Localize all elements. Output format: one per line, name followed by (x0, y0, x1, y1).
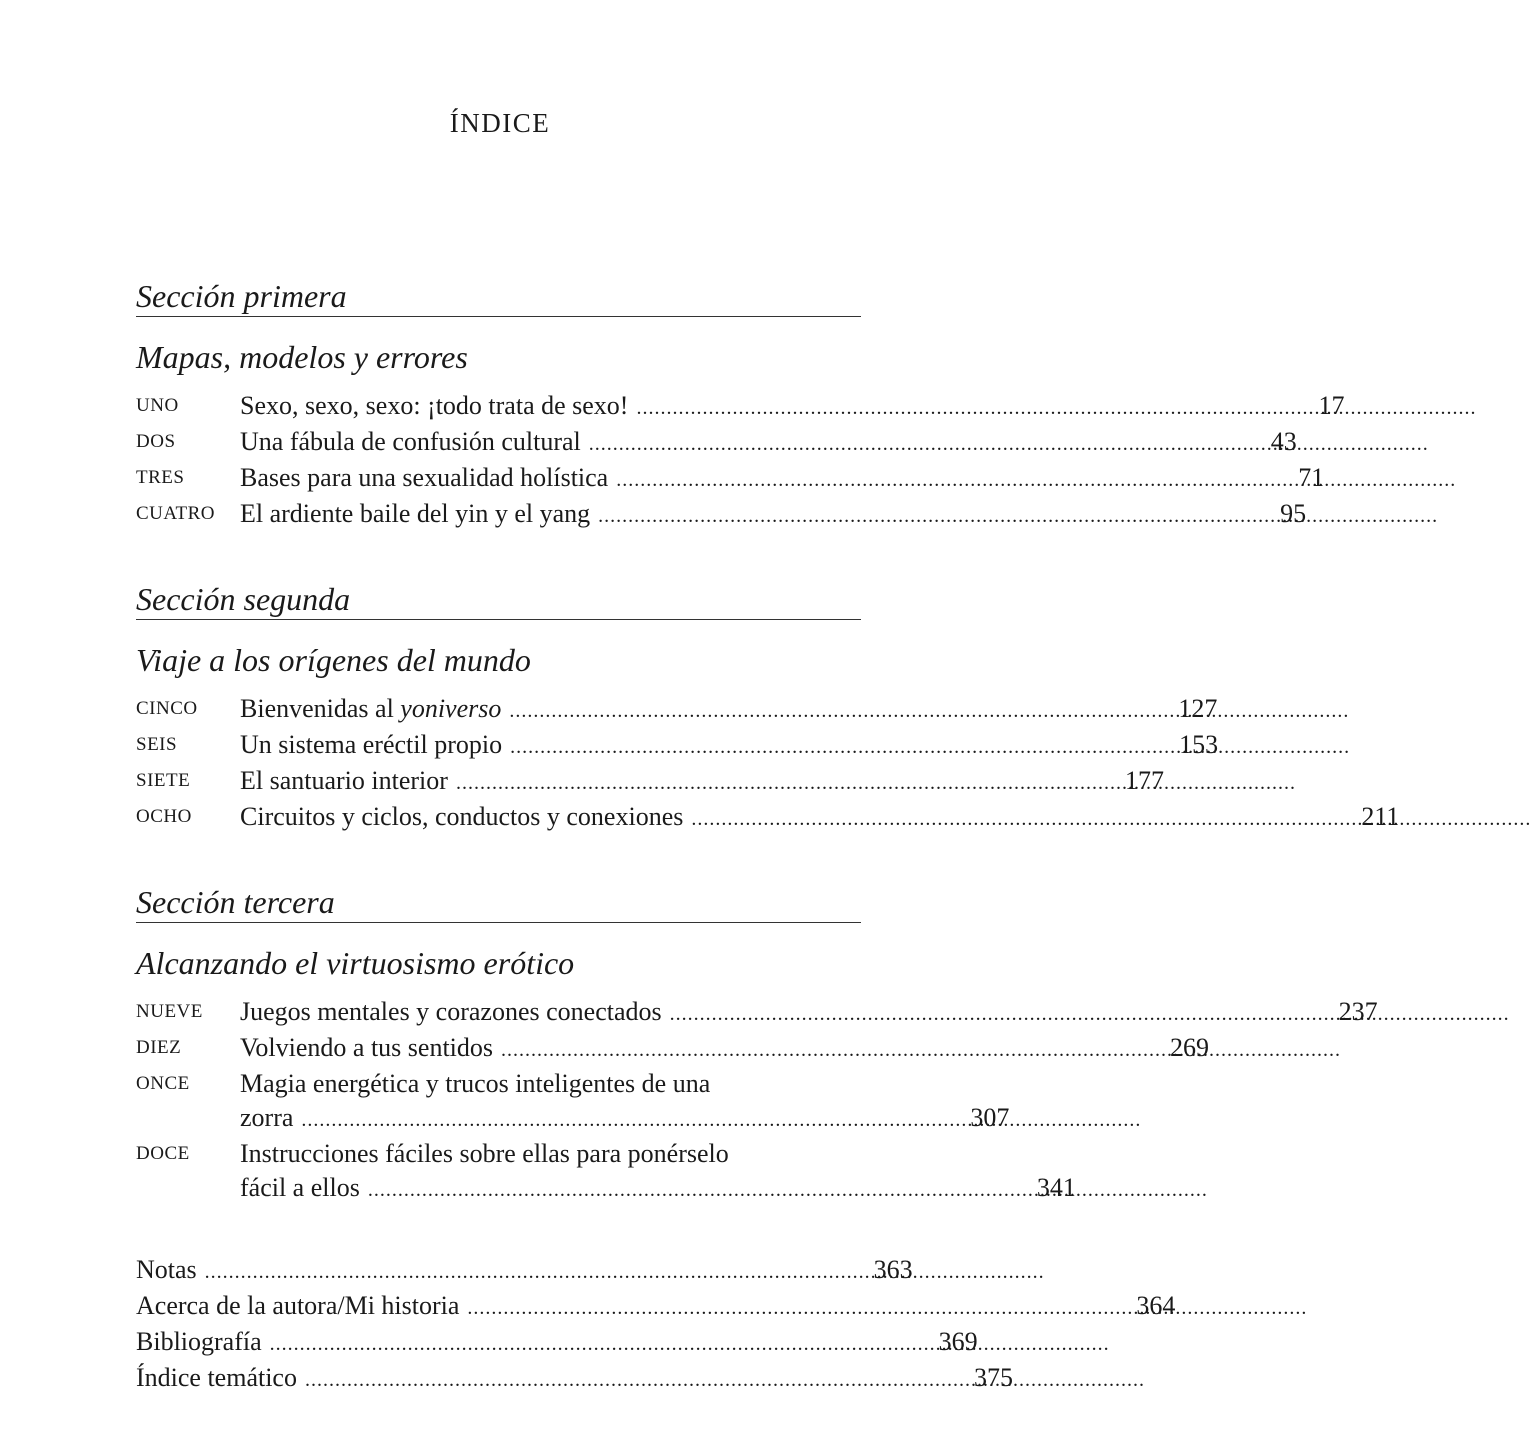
dot-leader (616, 463, 1216, 497)
chapter-title: Bases para una sexualidad holística (240, 463, 609, 492)
page-number: 375 (973, 1363, 1013, 1392)
back-matter-entry[interactable] (136, 1289, 1176, 1325)
back-matter-title: Bibliografía (136, 1327, 262, 1356)
page-title: ÍNDICE (449, 108, 551, 138)
chapter-number: UNO (136, 395, 179, 416)
chapter-title: El santuario interior (240, 766, 448, 795)
page-number: 363 (873, 1255, 913, 1284)
dot-leader (456, 766, 1056, 800)
section-segunda (136, 579, 1400, 836)
chapter-number: TRES (136, 467, 185, 488)
chapter-title-line1: Instrucciones fáciles sobre ellas para ponérselo (240, 1139, 729, 1168)
chapter-title: Sexo, sexo, sexo: ¡todo trata de sexo! (240, 391, 629, 420)
page-number: 369 (938, 1327, 978, 1356)
chapter-entry[interactable] (136, 1137, 1076, 1207)
page-number: 95 (1280, 499, 1307, 528)
page-number: 153 (1179, 730, 1219, 759)
page-number: 307 (970, 1103, 1010, 1132)
chapter-title-line1: Magia energética y trucos inteligentes de una (240, 1069, 711, 1098)
back-matter-list (136, 1253, 1176, 1397)
chapter-number: CINCO (136, 698, 198, 719)
chapter-entry[interactable] (136, 692, 1218, 728)
chapter-number: SEIS (136, 734, 178, 755)
chapter-title: Un sistema eréctil propio (240, 730, 503, 759)
chapter-entry[interactable] (136, 1031, 1210, 1067)
chapter-list (136, 389, 1345, 533)
dot-leader (270, 1327, 870, 1361)
section-primera (136, 276, 1345, 533)
dot-leader (301, 1103, 901, 1137)
section-divider (136, 619, 861, 620)
dot-leader (691, 802, 1291, 836)
section-subtitle: Viaje a los orígenes del mundo (136, 642, 531, 678)
chapter-number: ONCE (136, 1073, 190, 1094)
section-divider (136, 922, 861, 923)
back-matter-entry[interactable] (136, 1325, 978, 1361)
chapter-entry[interactable] (136, 425, 1297, 461)
back-matter-title: Índice temático (136, 1363, 297, 1392)
dot-leader (509, 694, 1109, 728)
chapter-title-italic: yoniverso (400, 694, 502, 723)
chapter-entry[interactable] (136, 764, 1164, 800)
chapter-title-line2: zorra (240, 1103, 294, 1132)
chapter-number: CUATRO (136, 503, 216, 524)
chapter-number: DIEZ (136, 1037, 182, 1058)
chapter-number: NUEVE (136, 1001, 203, 1022)
chapter-entry[interactable] (136, 497, 1307, 533)
chapter-number: OCHO (136, 806, 192, 827)
section-subtitle: Alcanzando el virtuosismo erótico (136, 945, 575, 981)
chapter-entry[interactable] (136, 389, 1345, 425)
section-label: Sección tercera (136, 884, 335, 920)
chapter-list (136, 995, 1378, 1207)
section-subtitle: Mapas, modelos y errores (136, 339, 468, 375)
chapter-title: Una fábula de confusión cultural (240, 427, 581, 456)
page-number: 127 (1178, 694, 1218, 723)
dot-leader (205, 1255, 805, 1289)
chapter-list (136, 692, 1400, 836)
chapter-title: Bienvenidas al yoniverso (240, 694, 502, 723)
dot-leader (598, 499, 1198, 533)
chapter-entry[interactable] (136, 1067, 1010, 1137)
back-matter-title: Notas (136, 1255, 197, 1284)
chapter-title: El ardiente baile del yin y el yang (240, 499, 591, 528)
chapter-title: Circuitos y ciclos, conductos y conexiones (240, 802, 684, 831)
chapter-entry[interactable] (136, 728, 1219, 764)
section-label: Sección segunda (136, 581, 351, 617)
chapter-number: SIETE (136, 770, 191, 791)
chapter-title: Volviendo a tus sentidos (240, 1033, 494, 1062)
dot-leader (368, 1173, 968, 1207)
page-number: 341 (1036, 1173, 1076, 1202)
table-of-contents (136, 276, 1400, 1397)
section-label: Sección primera (136, 278, 347, 314)
page-number: 269 (1170, 1033, 1210, 1062)
page-number: 71 (1298, 463, 1325, 492)
page-number: 177 (1124, 766, 1164, 795)
dot-leader (305, 1363, 905, 1397)
chapter-entry[interactable] (136, 800, 1400, 836)
dot-leader (501, 1033, 1101, 1067)
page-number: 17 (1318, 391, 1345, 420)
page-number: 43 (1270, 427, 1297, 456)
chapter-number: DOCE (136, 1143, 190, 1164)
chapter-entry[interactable] (136, 461, 1325, 497)
page-number: 237 (1338, 997, 1378, 1026)
chapter-entry[interactable] (136, 995, 1378, 1031)
back-matter-entry[interactable] (136, 1361, 1013, 1397)
chapter-title-line2: fácil a ellos (240, 1173, 360, 1202)
dot-leader (589, 427, 1189, 461)
chapter-title: Juegos mentales y corazones conectados (240, 997, 662, 1026)
section-tercera (136, 882, 1378, 1207)
dot-leader (636, 391, 1236, 425)
back-matter-title: Acerca de la autora/Mi historia (136, 1291, 460, 1320)
dot-leader (510, 730, 1110, 764)
chapter-number: DOS (136, 431, 176, 452)
section-divider (136, 316, 861, 317)
back-matter-entry[interactable] (136, 1253, 913, 1289)
dot-leader (467, 1291, 1067, 1325)
dot-leader (670, 997, 1270, 1031)
page-number: 364 (1136, 1291, 1176, 1320)
page-number: 211 (1361, 802, 1400, 831)
